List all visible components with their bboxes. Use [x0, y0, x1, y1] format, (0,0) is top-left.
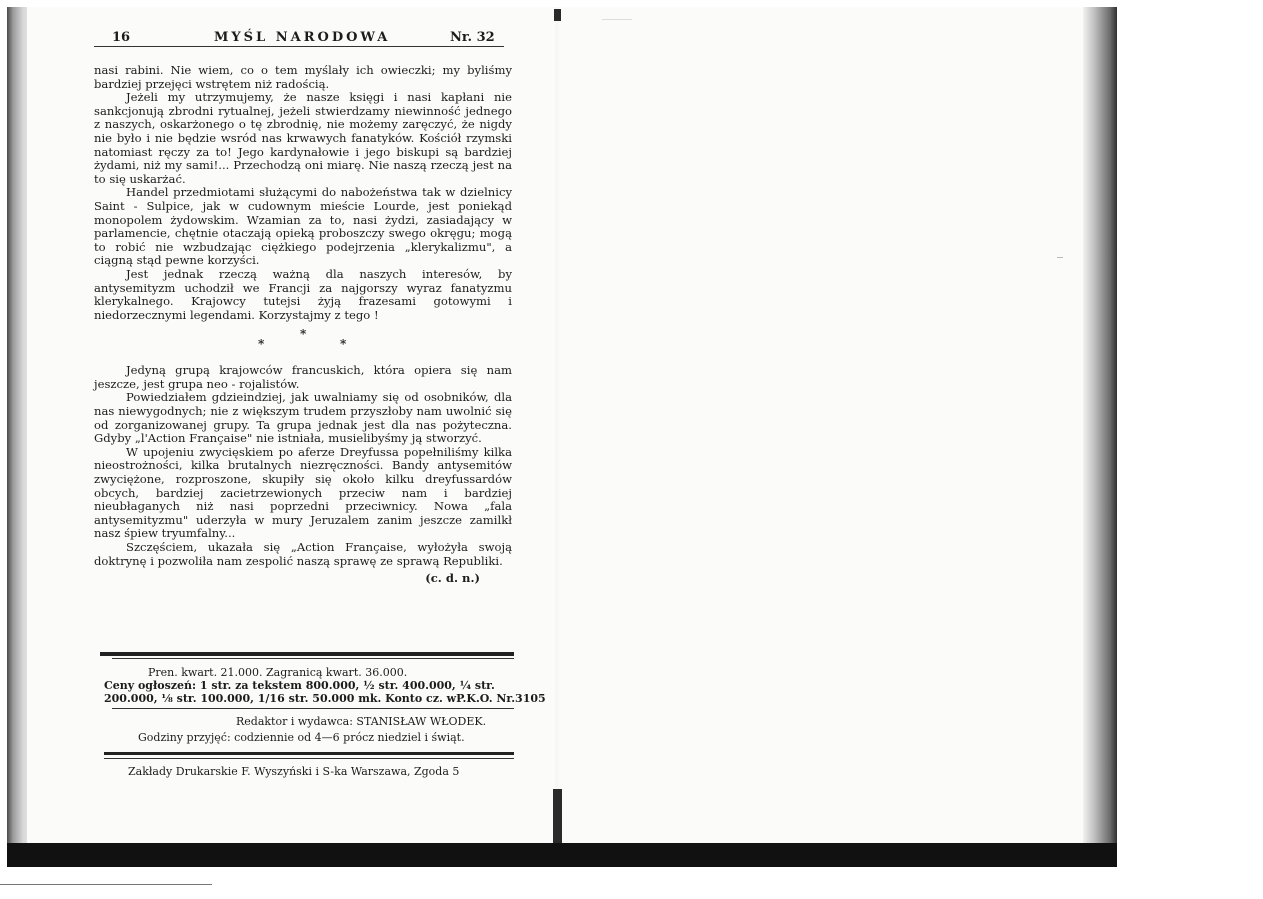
separator-star: *	[300, 327, 307, 342]
footer-divider	[112, 708, 514, 709]
footer-rule-heavy	[100, 652, 514, 656]
paragraph: Jeżeli my utrzymujemy, że nasze księgi i nasi kapłani nie sankcjonują zbrodni rytualnej, jeżeli stwierdzamy niewinność jednego z naszych, oskarżonego o tę zbrodnię, nie możemy zaręczyć, że nigdy nie było i nie będzie wsród nas krwawych fanatyków. Kościół rzymski natomiast ręczy za to! Jego kardynałowie i jego biskupi są bardziej żydami, niż my sami!... Przechodzą oni miarę. Nie naszą rzeczą jest na to się uskarżać.	[94, 90, 512, 186]
footer-rule-heavy	[104, 752, 514, 755]
issue-number: Nr. 32	[450, 30, 495, 45]
journal-title: MYŚL NARODOWA	[214, 30, 391, 45]
scan-speck	[1057, 257, 1063, 258]
subscription-price: Pren. kwart. 21.000. Zagranicą kwart. 36.000.	[148, 666, 408, 679]
paragraph: Szczęściem, ukazała się „Action Française, wyłożyła swoją doktrynę i pozwoliła nam zespolić naszą sprawę ze sprawą Republiki.	[94, 540, 512, 568]
editor-line: Redaktor i wydawca: STANISŁAW WŁODEK.	[236, 715, 487, 728]
separator-star: *	[258, 337, 265, 352]
paragraph: Handel przedmiotami służącymi do nabożeństwa tak w dzielnicy Saint - Sulpice, jak w cudownym mieście Lourde, jest poniekąd monopolem żydowskim. Wzamian za to, nasi żydzi, zasiadający w parlamencie, chętnie otaczają opieką proboszczy swego okręgu; mogą to robić nie wzbudzając ciężkiego podejrzenia „klerykalizmu", a ciągną stąd pewne korzyści.	[94, 185, 512, 268]
paragraph: Jest jednak rzeczą ważną dla naszych interesów, by antysemityzm uchodził we Francji za najgorszy wyraz fanatyzmu klerykalnego. Krajowcy tutejsi żyją frazesami gotowymi i niedorzecznymi legendami. Korzystajmy z tego !	[94, 266, 512, 322]
book-edge-right	[1083, 7, 1117, 867]
office-hours: Godziny przyjęć: codziennie od 4—6 prócz niedziel i świąt.	[138, 731, 465, 744]
paragraph: nasi rabini. Nie wiem, co o tem myślały ich owieczki; my byliśmy bardziej przejęci wstrętem niż radością.	[94, 63, 512, 91]
scan-speck	[602, 19, 632, 20]
section-separator	[94, 327, 512, 352]
printer-imprint: Zakłady Drukarskie F. Wyszyński i S-ka Warszawa, Zgoda 5	[128, 765, 460, 778]
gutter-mark-bottom	[553, 789, 562, 843]
ad-prices-line2: 200.000, ⅛ str. 100.000, 1/16 str. 50.000 mk. Konto cz. wP.K.O. Nr.3105	[104, 692, 546, 705]
continued-note: (c. d. n.)	[425, 571, 480, 586]
paragraph: W upojeniu zwycięskiem po aferze Dreyfussa popełniliśmy kilka nieostrożności, kilka brutalnych niezręczności. Bandy antysemitów zwyciężone, rozproszone, skupiły się około kilku dreyfussardów obcych, bardziej zacietrzewionych przeciw nam i bardziej nieubłaganych niż nasi poprzedni przeciwnicy. Nowa „fala antysemityzmu" uderzyła w mury Jeruzalem zanim jeszcze zamilkł nasz śpiew tryumfalny...	[94, 444, 512, 541]
right-page-blank	[559, 7, 1083, 843]
ad-prices-line1: Ceny ogłoszeń: 1 str. za tekstem 800.000, ½ str. 400.000, ¼ str.	[104, 679, 495, 692]
footer-rule-thin	[112, 658, 514, 659]
paragraph: Jedyną grupą krajowców francuskich, która opiera się nam jeszcze, jest grupa neo - rojalistów.	[94, 363, 512, 391]
gutter-mark-top	[554, 9, 561, 21]
paragraph: Powiedziałem gdzieindziej, jak uwalniamy się od osobników, dla nas niewygodnych; nie z większym trudem przyszłoby nam uwolnić się od zorganizowanej grupy. Ta grupa jednak jest dla nas pożyteczna. Gdyby „l'Action Française" nie istniała, musielibyśmy ją stworzyć.	[94, 390, 512, 446]
crop-line	[0, 884, 212, 885]
separator-star: *	[340, 337, 347, 352]
article-body	[94, 64, 512, 586]
footer-rule-thin	[104, 758, 514, 759]
page-header	[94, 24, 504, 47]
page-number: 16	[112, 30, 131, 45]
scan-bottom-border	[7, 843, 1117, 867]
